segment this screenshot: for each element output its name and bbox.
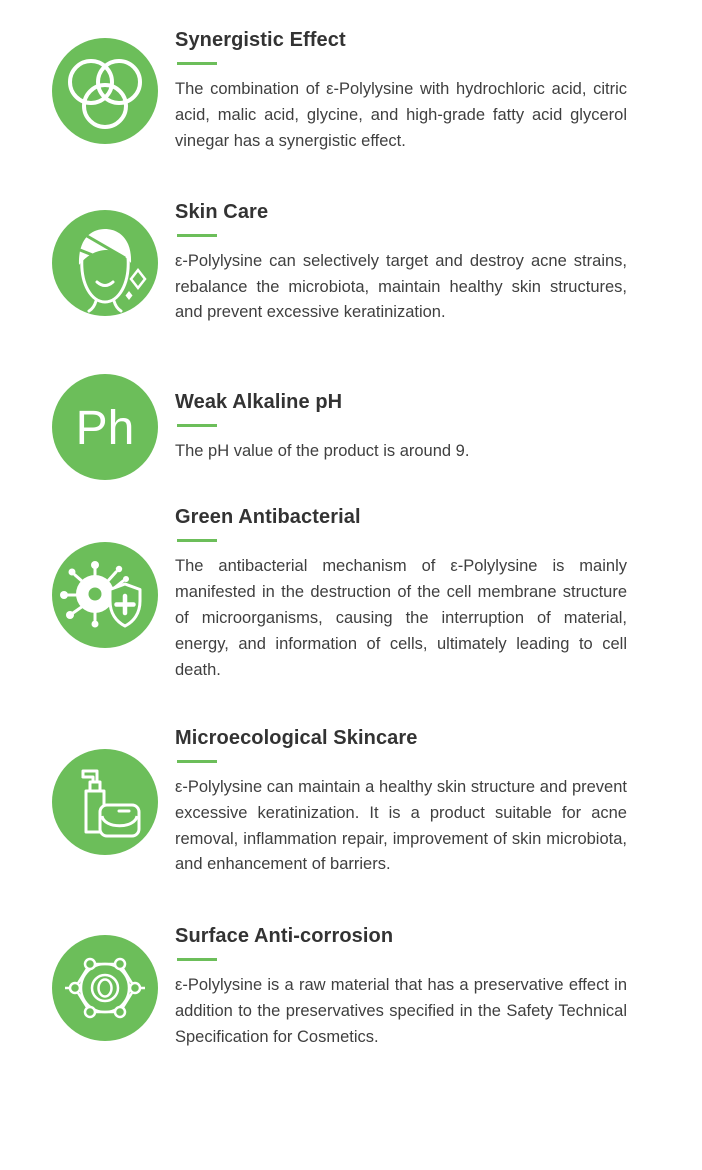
section-title: Synergistic Effect: [175, 29, 346, 51]
section-content: [175, 390, 702, 465]
section-green-antibacterial: [0, 505, 702, 683]
section-content: [175, 726, 702, 879]
venn-circles-icon: [49, 35, 161, 147]
title-underline: [177, 760, 217, 763]
ph-icon-text: Ph: [75, 402, 135, 456]
section-body: The pH value of the product is around 9.: [175, 441, 470, 460]
title-underline: [177, 539, 217, 542]
section-content: [175, 505, 702, 683]
cosmetics-bottle-jar-icon: [49, 746, 161, 858]
title-underline: [177, 424, 217, 427]
icon-wrap: [0, 207, 175, 319]
title-underline: [177, 62, 217, 65]
icon-wrap: [0, 35, 175, 147]
section-content: [175, 924, 702, 1051]
section-body: ε-Polylysine is a raw material that has a preservative effect in addition to the preservatives specified in the Safety Technical Specification for Cosmetics.: [175, 976, 627, 1047]
virus-shield-icon: [49, 539, 161, 651]
section-skin-care: [0, 200, 702, 327]
section-body: The combination of ε-Polylysine with hydrochloric acid, citric acid, malic acid, glycine, and high-grade fatty acid glycerol vinegar has a synergistic effect.: [175, 80, 627, 150]
ph-letters-icon: [49, 371, 161, 483]
section-body: ε-Polylysine can selectively target and destroy acne strains, rebalance the microbiota, maintain healthy skin structures, and prevent excessive keratinization.: [175, 251, 627, 322]
section-surface-anti-corrosion: [0, 924, 702, 1051]
icon-wrap: [0, 932, 175, 1044]
section-synergistic-effect: [0, 28, 702, 155]
section-title: Green Antibacterial: [175, 506, 361, 529]
title-underline: [177, 958, 217, 961]
section-microecological-skincare: [0, 726, 702, 879]
title-underline: [177, 234, 217, 237]
section-content: [175, 200, 702, 327]
molecule-hexagon-icon: [49, 932, 161, 1044]
icon-wrap: [0, 746, 175, 858]
icon-wrap: [0, 539, 175, 651]
face-towel-sparkle-icon: [49, 207, 161, 319]
section-weak-alkaline-ph: [0, 371, 702, 483]
section-title: Weak Alkaline pH: [175, 390, 343, 413]
section-body: The antibacterial mechanism of ε-Polylysine is mainly manifested in the destruction of the cell membrane structure of microorganisms, causing the interruption of material, energy, and information of cells, ultimately leading to cell death.: [175, 557, 627, 679]
section-title: Skin Care: [175, 200, 269, 223]
icon-wrap: [0, 371, 175, 483]
section-title: Surface Anti-corrosion: [175, 925, 394, 948]
section-content: [175, 28, 702, 155]
section-title: Microecological Skincare: [175, 726, 418, 749]
section-body: ε-Polylysine can maintain a healthy skin structure and prevent excessive keratinization. It is a product suitable for acne removal, inflammation repair, improvement of skin microbiota, and enhancement of barriers.: [175, 777, 627, 874]
